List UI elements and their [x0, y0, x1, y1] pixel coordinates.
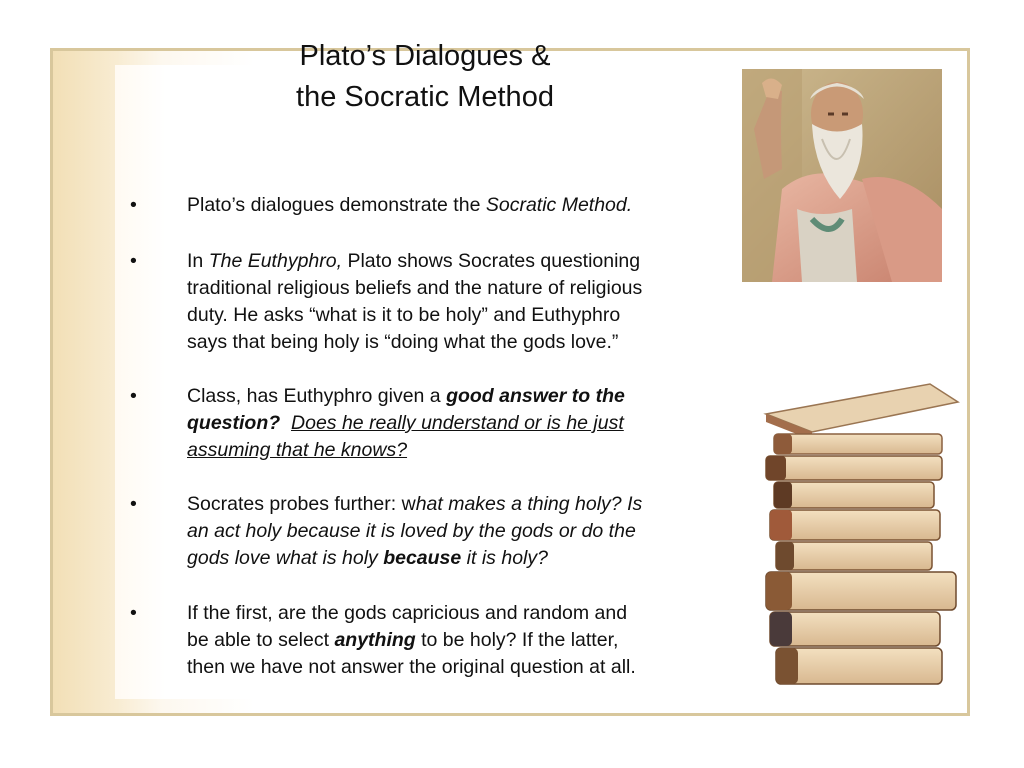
- bullet4-italic-4: it is holy?: [461, 547, 548, 569]
- bullet-marker: •: [130, 194, 137, 216]
- bullet-marker: •: [130, 602, 137, 624]
- slide-title: [265, 36, 585, 118]
- bullet1-italic: Socratic Method.: [485, 194, 633, 216]
- bullet-item-3: [128, 383, 625, 464]
- book-stack-image: [752, 378, 972, 690]
- bullet1-text: Plato’s dialogues demonstrate the: [187, 194, 486, 216]
- bullet4-italic-2: an act holy because it is loved by the gods or do the: [187, 520, 636, 542]
- bullet3-pre: Class, has Euthyphro given a: [187, 385, 447, 407]
- bullet4-bold: because: [383, 547, 462, 569]
- bullet5-line2-pre: be able to select: [187, 629, 335, 651]
- bullet-item-2: [128, 248, 642, 356]
- bullet4-pre: Socrates probes further: w: [187, 493, 416, 515]
- bullet5-line1: If the first, are the gods capricious and random and: [187, 602, 628, 624]
- bullet5-line2-post: to be holy? If the latter,: [415, 629, 619, 651]
- bullet2-line3: duty. He asks “what is it to be holy” and Euthyphro: [187, 304, 621, 326]
- bullet-item-4: [128, 491, 642, 572]
- bullet-marker: •: [130, 493, 137, 515]
- bullet-marker: •: [130, 250, 137, 272]
- bullet4-italic-3: gods love what is holy: [187, 547, 384, 569]
- bullet3-underline-1: Does he really understand or is he just: [291, 412, 624, 434]
- bullet5-line3: then we have not answer the original question at all.: [187, 656, 636, 678]
- title-line-2: the Socratic Method: [296, 81, 554, 113]
- plato-portrait-image: [742, 69, 942, 282]
- bullet3-underline-2: assuming that he knows?: [187, 439, 408, 461]
- bullet3-bold-italic-2: question?: [187, 412, 281, 434]
- bullet-item-5: [128, 600, 636, 681]
- bullet2-line1: Plato shows Socrates questioning: [342, 250, 641, 272]
- bullet2-line2: traditional religious beliefs and the nature of religious: [187, 277, 643, 299]
- bullet2-pre: In: [187, 250, 209, 272]
- bullet3-bold-italic-1: good answer to the: [446, 385, 625, 407]
- bullet5-bold-italic: anything: [334, 629, 416, 651]
- bullet-item-1: [128, 192, 632, 219]
- bullet2-italic: The Euthyphro,: [208, 250, 343, 272]
- bullet2-line4: says that being holy is “doing what the gods love.”: [187, 331, 619, 353]
- bullet4-italic-1: hat makes a thing holy? Is: [415, 493, 643, 515]
- bullet-marker: •: [130, 385, 137, 407]
- title-line-1: Plato’s Dialogues &: [299, 40, 551, 72]
